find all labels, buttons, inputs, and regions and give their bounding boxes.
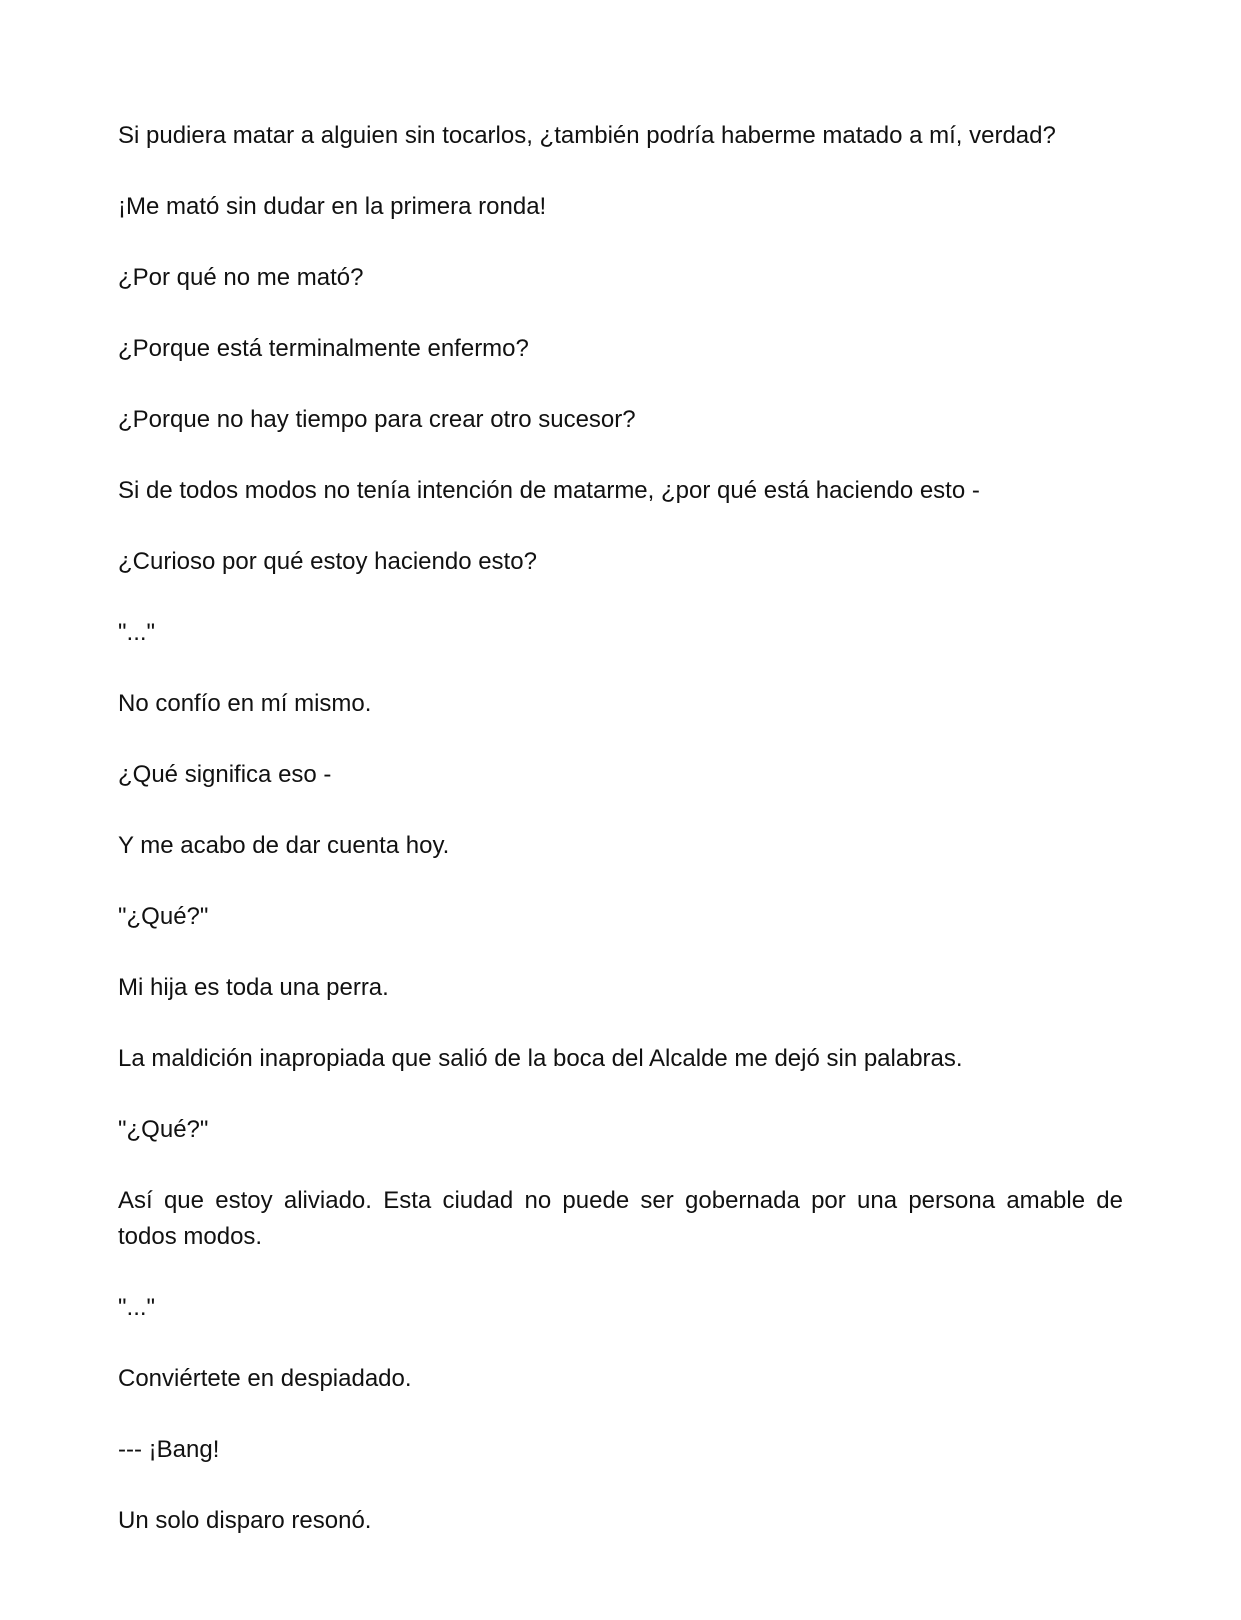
paragraph: "¿Qué?" bbox=[118, 903, 209, 930]
paragraph: Y me acabo de dar cuenta hoy. bbox=[118, 832, 450, 859]
paragraph: Un solo disparo resonó. bbox=[118, 1507, 372, 1534]
paragraph: Conviértete en despiadado. bbox=[118, 1365, 412, 1392]
paragraph: ¿Porque está terminalmente enfermo? bbox=[118, 335, 529, 362]
paragraph: --- ¡Bang! bbox=[118, 1436, 220, 1463]
paragraph: ¡Me mató sin dudar en la primera ronda! bbox=[118, 193, 547, 220]
paragraph: ¿Qué significa eso - bbox=[118, 761, 332, 788]
paragraph: ¿Por qué no me mató? bbox=[118, 264, 364, 291]
document-body bbox=[118, 118, 1123, 1574]
paragraph: ¿Curioso por qué estoy haciendo esto? bbox=[118, 548, 537, 575]
paragraph: "..." bbox=[118, 1294, 156, 1321]
paragraph: No confío en mí mismo. bbox=[118, 690, 372, 717]
paragraph: Si de todos modos no tenía intención de matarme, ¿por qué está haciendo esto - bbox=[118, 477, 980, 504]
paragraph: ¿Porque no hay tiempo para crear otro sucesor? bbox=[118, 406, 636, 433]
paragraph: La maldición inapropiada que salió de la boca del Alcalde me dejó sin palabras. bbox=[118, 1045, 963, 1072]
paragraph: Así que estoy aliviado. Esta ciudad no puede ser gobernada por una persona amable de todos modos. bbox=[118, 1187, 1123, 1250]
paragraph: "¿Qué?" bbox=[118, 1116, 209, 1143]
paragraph: Si pudiera matar a alguien sin tocarlos, ¿también podría haberme matado a mí, verdad? bbox=[118, 122, 1056, 149]
paragraph: Mi hija es toda una perra. bbox=[118, 974, 389, 1001]
paragraph: "..." bbox=[118, 619, 156, 646]
